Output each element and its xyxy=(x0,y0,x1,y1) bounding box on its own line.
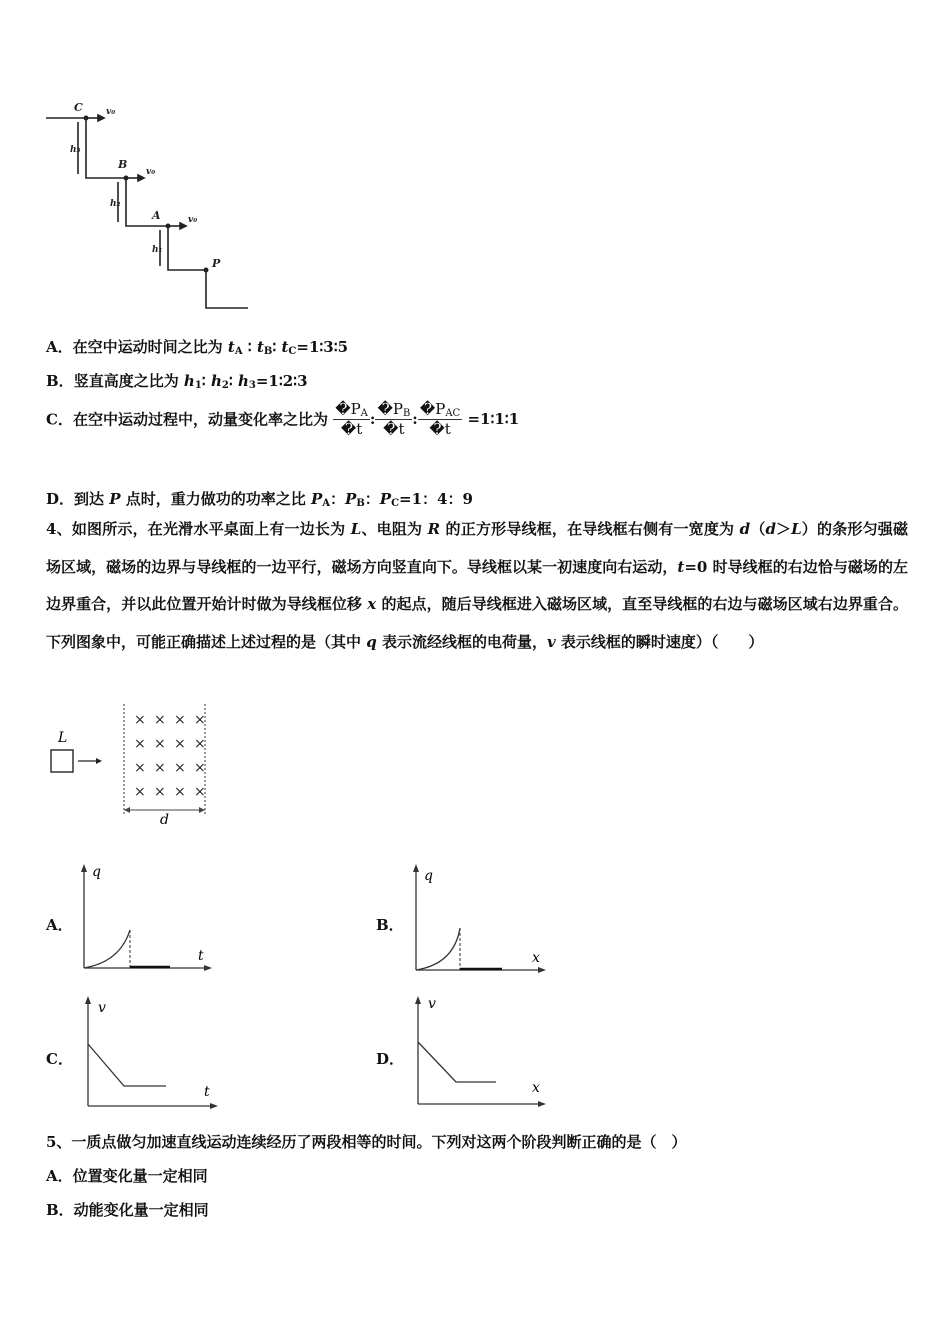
axis-y-label: v xyxy=(98,1000,106,1016)
graph-option-d-label: D． xyxy=(376,1050,405,1068)
magnetic-field-figure xyxy=(44,702,216,828)
q3-option-b: B．竖直高度之比为 $h_1∶$ $h_2∶$ $h_3=1∶2∶3$ xyxy=(46,372,308,391)
graph-option-b xyxy=(404,858,554,976)
field-cross-mark: × xyxy=(174,712,186,728)
q4-stem: 4、如图所示，在光滑水平桌面上有一边长为 L、电阻为 R 的正方形导线框，在导线框右侧有一宽度为 d（d＞L）的条形匀强磁场区域，磁场的边界与导线框的一边平行，磁场方向竖直向下。导线框以某一初速度向右运动，t=0 时导线框的右边恰与磁场的左边界重合，并以此位置开始计时做为导线框位移 x 的起点，随后导线框进入磁场区域，直至导线框的右边与磁场区域右边界重合。下列图象中，可能正确描述上述过程的是（其中 q 表示流经线框的电荷量，v 表示线框的瞬时速度）（ ） xyxy=(46,520,908,651)
graph-option-a xyxy=(70,858,220,976)
field-cross-mark: × xyxy=(154,784,166,800)
field-cross-mark: × xyxy=(134,736,146,752)
velocity-label: v₀ xyxy=(106,107,116,117)
axis-x-label: t xyxy=(204,1084,210,1100)
field-cross-mark: × xyxy=(154,712,166,728)
field-cross-mark: × xyxy=(134,784,146,800)
field-cross-mark: × xyxy=(174,760,186,776)
width-label: d xyxy=(160,812,169,828)
charge-curve xyxy=(416,928,460,970)
graph-option-d xyxy=(404,992,554,1112)
axis-y-label: v xyxy=(428,996,436,1012)
velocity-label: v₀ xyxy=(188,215,198,225)
field-cross-mark: × xyxy=(174,736,186,752)
velocity-label: v₀ xyxy=(146,167,156,177)
height-label-h1: h₁ xyxy=(152,245,163,255)
graph-option-b-label: B． xyxy=(376,916,404,934)
charge-curve xyxy=(84,930,130,968)
q5-option-b: B．动能变化量一定相同 xyxy=(46,1201,209,1219)
q5-option-a: A．位置变化量一定相同 xyxy=(46,1167,208,1185)
q3-option-c: C．在空中运动过程中，动量变化率之比为 $\frac{�P_A}{�t}$ : $\frac{�P_B}{�t}$ : $\frac{�P_{AC}}{�t}$ =1∶1∶1 xyxy=(46,400,520,438)
height-label-h2: h₂ xyxy=(110,199,121,209)
velocity-line xyxy=(88,1044,166,1086)
field-cross-mark: × xyxy=(194,712,206,728)
field-cross-mark: × xyxy=(154,736,166,752)
graph-option-c xyxy=(76,992,226,1112)
graph-option-a-label: A． xyxy=(46,916,73,934)
fraction-pb: $\frac{�P_B}{�t}$ xyxy=(377,400,411,438)
field-cross-mark: × xyxy=(174,784,186,800)
label-p: P xyxy=(212,257,221,270)
height-label-h3: h₃ xyxy=(70,145,81,155)
stairs-projectile-figure xyxy=(40,96,260,312)
axis-x-label: x xyxy=(532,1080,540,1096)
label-b: B xyxy=(118,158,128,171)
graph-option-c-label: C． xyxy=(46,1050,73,1068)
axis-y-label: q xyxy=(424,868,433,884)
axis-y-label: q xyxy=(92,864,101,880)
field-cross-mark: × xyxy=(134,760,146,776)
field-cross-mark: × xyxy=(194,760,206,776)
axis-x-label: x xyxy=(532,950,540,966)
fraction-pac: $\frac{�P_{AC}}{�t}$ xyxy=(419,400,461,438)
q5-stem: 5、一质点做匀加速直线运动连续经历了两段相等的时间。下列对这两个阶段判断正确的是（ ） xyxy=(46,1133,687,1151)
side-length-label: L xyxy=(58,730,68,746)
field-cross-mark: × xyxy=(134,712,146,728)
label-c: C xyxy=(74,101,83,114)
wire-frame xyxy=(51,750,73,772)
velocity-line xyxy=(418,1042,496,1082)
label-a: A xyxy=(152,209,161,222)
fraction-pa: $\frac{�P_A}{�t}$ xyxy=(335,400,368,438)
q3-option-a: A．在空中运动时间之比为 $t_A$ ∶ $t_B∶$ $t_C=1∶3∶5$ xyxy=(46,338,349,357)
q3-option-d: D．到达 P 点时，重力做功的功率之比 $P_A$：$P_B$：$P_C=1$：4：9 xyxy=(46,490,473,509)
field-cross-mark: × xyxy=(154,760,166,776)
field-cross-mark: × xyxy=(194,784,206,800)
field-cross-mark: × xyxy=(194,736,206,752)
axis-x-label: t xyxy=(198,948,204,964)
